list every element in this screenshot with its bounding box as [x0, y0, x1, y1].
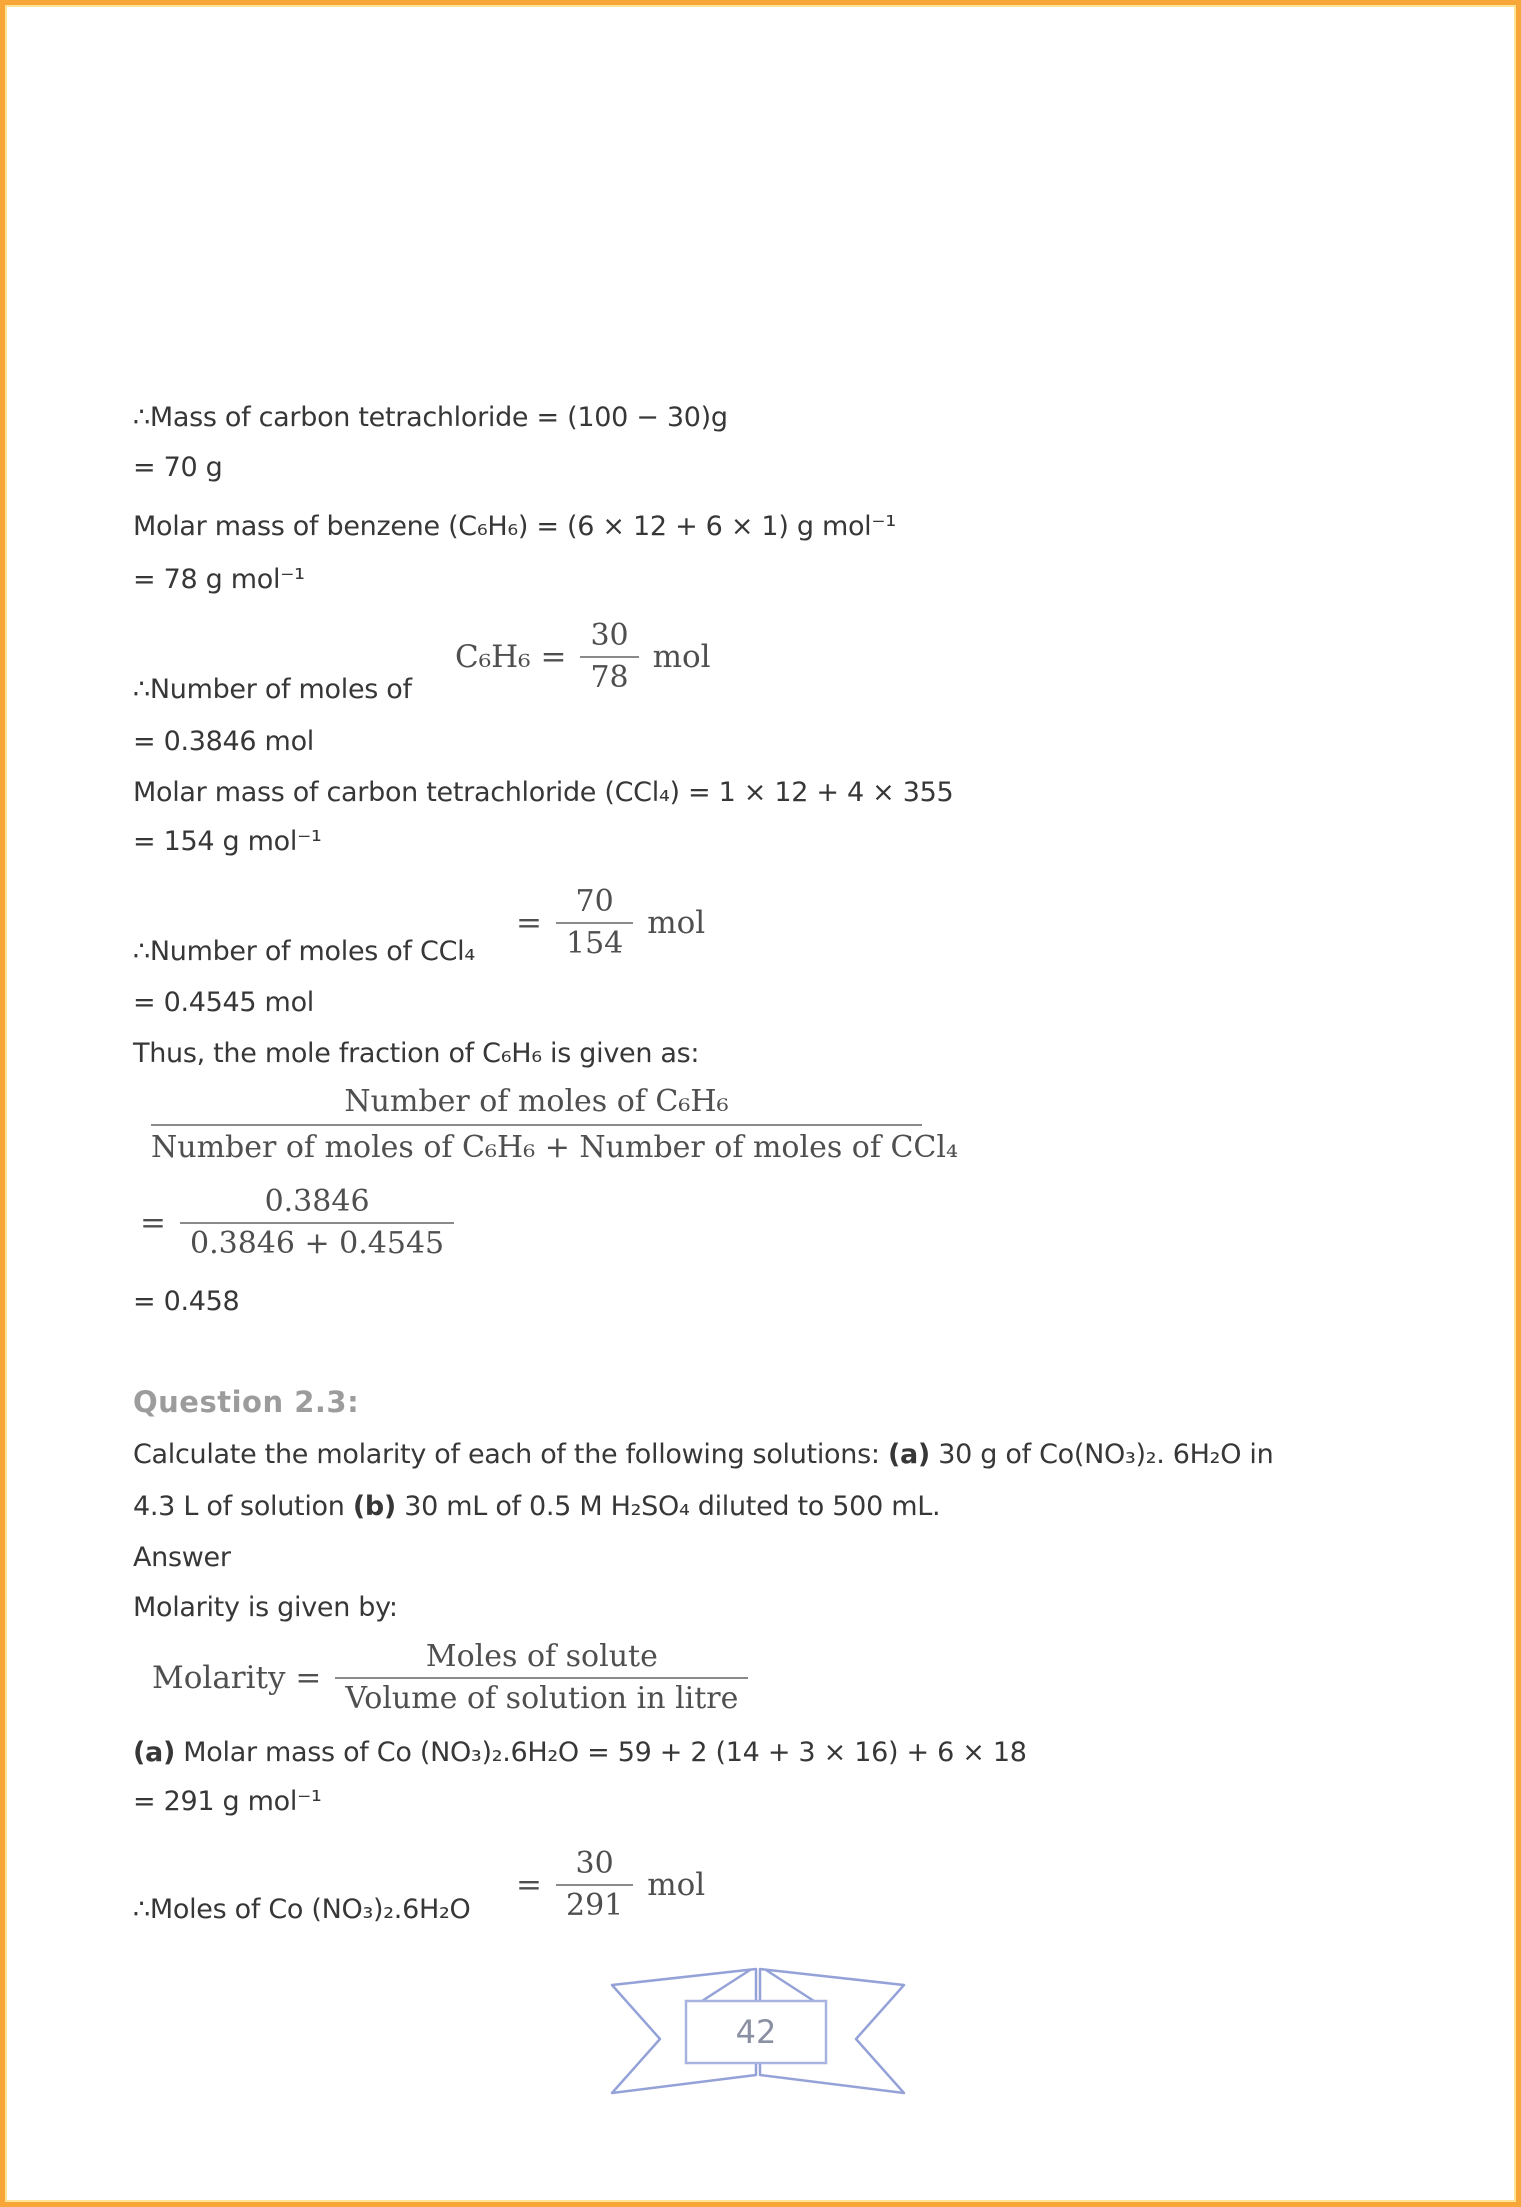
line-mole-fraction-value: = 0.458 — [133, 1286, 240, 1317]
fraction — [556, 882, 633, 964]
line-mass-cct: ∴Mass of carbon tetrachloride = (100 − 30)g — [133, 402, 728, 433]
fraction-denominator: 0.3846 + 0.4545 — [180, 1222, 454, 1264]
line-molarity-intro: Molarity is given by: — [133, 1592, 398, 1623]
equation-unit: mol — [652, 639, 711, 675]
mole-fraction-formula — [151, 1082, 958, 1168]
line-cct-molar-mass: Molar mass of carbon tetrachloride (CCl₄) = 1 × 12 + 4 × 355 — [133, 777, 954, 808]
line-part-a — [133, 1735, 1027, 1771]
equation-lhs: = — [516, 1867, 542, 1903]
fraction — [556, 1844, 633, 1926]
line-cct-moles-label: ∴Number of moles of CCl₄ — [133, 936, 475, 967]
line-benzene-molar-mass-value: = 78 g mol⁻¹ — [133, 564, 305, 595]
line-benzene-moles-value: = 0.3846 mol — [133, 726, 314, 757]
fraction-numerator: 0.3846 — [264, 1184, 370, 1219]
part-b-label: (b) — [352, 1491, 396, 1522]
line-co-moles-label: ∴Moles of Co (NO₃)₂.6H₂O — [133, 1894, 471, 1925]
fraction-bar — [151, 1124, 922, 1126]
line-cct-molar-mass-value: = 154 g mol⁻¹ — [133, 826, 322, 857]
equation-mole-fraction-calc — [140, 1182, 454, 1264]
question-text: 4.3 L of solution — [133, 1491, 353, 1522]
fraction-numerator: Moles of solute — [425, 1639, 658, 1674]
fraction-numerator: 30 — [590, 618, 629, 653]
question-body-line2 — [133, 1489, 940, 1525]
equation-lhs: C₆H₆ = — [455, 639, 567, 675]
equation-cct-moles — [516, 882, 705, 964]
line-benzene-molar-mass: Molar mass of benzene (C₆H₆) = (6 × 12 + 6 × 1) g mol⁻¹ — [133, 511, 896, 542]
question-body-line1 — [133, 1437, 1273, 1473]
part-a-text: Molar mass of Co (NO₃)₂.6H₂O = 59 + 2 (14 + 3 × 16) + 6 × 18 — [175, 1737, 1027, 1768]
answer-label: Answer — [133, 1542, 231, 1573]
question-heading: Question 2.3: — [133, 1385, 360, 1419]
line-mass-value: = 70 g — [133, 452, 223, 483]
fraction — [335, 1637, 748, 1719]
page-number: 42 — [735, 2013, 777, 2051]
equation-unit: mol — [647, 905, 706, 941]
fraction-denominator: 154 — [556, 922, 633, 964]
line-benzene-moles-label: ∴Number of moles of — [133, 674, 412, 705]
question-text: Calculate the molarity of each of the following solutions: — [133, 1439, 888, 1470]
line-cct-moles-value: = 0.4545 mol — [133, 987, 314, 1018]
page-number-ribbon — [598, 1963, 918, 2103]
fraction-denominator: 291 — [556, 1884, 633, 1926]
question-text: 30 mL of 0.5 M H₂SO₄ diluted to 500 mL. — [395, 1491, 941, 1522]
line-part-a-value: = 291 g mol⁻¹ — [133, 1786, 322, 1817]
formula-numerator: Number of moles of C₆H₆ — [344, 1084, 729, 1119]
equation-lhs: = — [516, 905, 542, 941]
part-a-label: (a) — [887, 1439, 930, 1470]
formula-denominator: Number of moles of C₆H₆ + Number of moles of CCl₄ — [151, 1130, 958, 1165]
equation-molarity-formula — [152, 1637, 748, 1719]
fraction-denominator: 78 — [580, 656, 638, 698]
fraction-denominator: Volume of solution in litre — [335, 1677, 748, 1719]
fraction-numerator: 30 — [575, 1846, 614, 1881]
line-mole-fraction-intro: Thus, the mole fraction of C₆H₆ is given as: — [133, 1038, 700, 1069]
fraction — [580, 616, 638, 698]
equation-co-moles — [516, 1844, 705, 1926]
equation-unit: mol — [647, 1867, 706, 1903]
part-a-label: (a) — [133, 1737, 175, 1768]
fraction — [180, 1182, 454, 1264]
fraction-numerator: 70 — [575, 884, 614, 919]
equation-benzene-moles — [455, 616, 711, 698]
question-text: 30 g of Co(NO₃)₂. 6H₂O in — [929, 1439, 1274, 1470]
equation-lhs: Molarity = — [152, 1660, 322, 1696]
equation-lhs: = — [140, 1205, 166, 1241]
